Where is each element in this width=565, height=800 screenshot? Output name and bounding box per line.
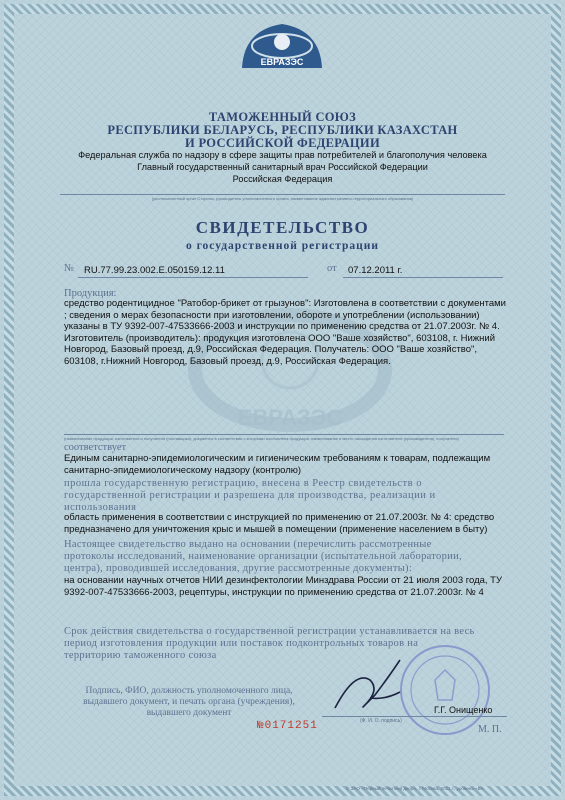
header-line-2: РЕСПУБЛИКИ БЕЛАРУСЬ, РЕСПУБЛИКИ КАЗАХСТАН [107,123,458,137]
logo-text: ЕВРАЗЭС [260,57,304,67]
product-caption: (наименование продукции, изготовителя и получателя (поставщика), документы в соответствии с которыми изготовлена продукция, наименование и место нахождения изготовителя (производителя), получателя) [64,436,459,441]
authority-caption: (уполномоченный орган Стороны, руководитель уполномоченного органа, наименование административно-территориального образования) [151,196,414,201]
number-label: № [64,263,75,274]
authority-line-3: Российская Федерация [232,174,333,184]
product-line: 603108, г.Нижний Новгород, Базовый проезд, д.9, Российская Федерация. [64,355,391,367]
signature-caption: Подпись, ФИО, должность уполномоченного лица, выдавшего документ, и печать органа (учреждения), выдавшего документ [83,686,295,718]
header-line-3: И РОССИЙСКОЙ ФЕДЕРАЦИИ [185,136,380,150]
stamp-place-mark: М. П. [478,724,502,735]
product-line: Изготовитель (производитель): продукция изготовлена ООО "Ваше хозяйство", 603108, г. Нижний [64,332,496,344]
signature-mark [330,650,420,715]
registration-number: RU.77.99.23.002.E.050159.12.11 [84,265,225,276]
product-label: Продукция: [64,288,117,299]
eurasec-logo [234,20,330,70]
registration-statement: прошла государственную регистрацию, внесена в Реестр свидетельств о государственной регистрации и разрешена для производства, реализации и использования [64,478,436,513]
basis-value: на основании научных отчетов НИИ дезинфектологии Минздрава России от 21 июля 2003 года, ТУ 9392-007-47533666-2003, рецептуры, инструкции по применению средства от 21.07.2003г. № 4 [64,575,503,598]
header-line-1: ТАМОЖЕННЫЙ СОЮЗ [208,110,357,124]
serial-number: №0171251 [257,720,318,732]
printer-footer: © ЗАО «Первый печатный двор», г. Москва, 2011 г., уровень «В». [346,786,485,791]
document-subtitle: о государственной регистрации [185,240,380,252]
basis-statement: Настоящее свидетельство выдано на основании (перечислить рассмотренные протоколы исследований, наименование организации (испытательной лаборатории, центра), проводившей исследования, другие рассмотренные документы): [64,539,462,574]
product-line: Новгород, Базовый проезд, д.9, Российская Федерация. Получатель: ООО "Ваше хозяйство", [64,344,478,355]
validity-statement: Срок действия свидетельства о государственной регистрации устанавливается на весь период изготовления продукции или поставок подконтрольных товаров на территорию таможенного союза [64,626,475,661]
date-label: от [327,263,337,274]
product-line: средство родентицидное "Ратобор-брикет от грызунов": Изготовлена в соответствии с документами [64,298,506,309]
authority-line-2: Главный государственный санитарный врач Российской Федерации [137,162,428,172]
conformity-label: соответствует [64,442,127,453]
product-line: ; сведения о мерах безопасности при изготовлении, обороте и употреблении (использовании) [64,309,480,321]
conformity-text: Единым санитарно-эпидемиологическим и гигиеническим требованиям к товарам, подлежащим санитарно-эпидемиологическому надзору (контролю) [64,453,491,476]
fio-caption: (Ф. И. О. подпись) [360,718,402,724]
product-line: указаны в ТУ 9392-007-47533666-2003 и инструкции по применению средства от 21.07.2003г. № 4. [64,321,500,332]
watermark-text: ЕВРАЗЭС [237,405,343,430]
application-area: область применения в соответствии с инструкцией по применению от 21.07.2003г. № 4: средство предназначено для уничтожения крыс и мышей в помещении (применение населением в быту) [64,512,495,535]
authority-line-1: Федеральная служба по надзору в сфере защиты прав потребителей и благополучия человека [78,150,487,160]
registration-date: 07.12.2011 г. [348,265,403,276]
product-description [64,298,524,367]
signatory-name: Г.Г. Онищенко [434,705,493,715]
document-title: СВИДЕТЕЛЬСТВО [195,218,370,237]
